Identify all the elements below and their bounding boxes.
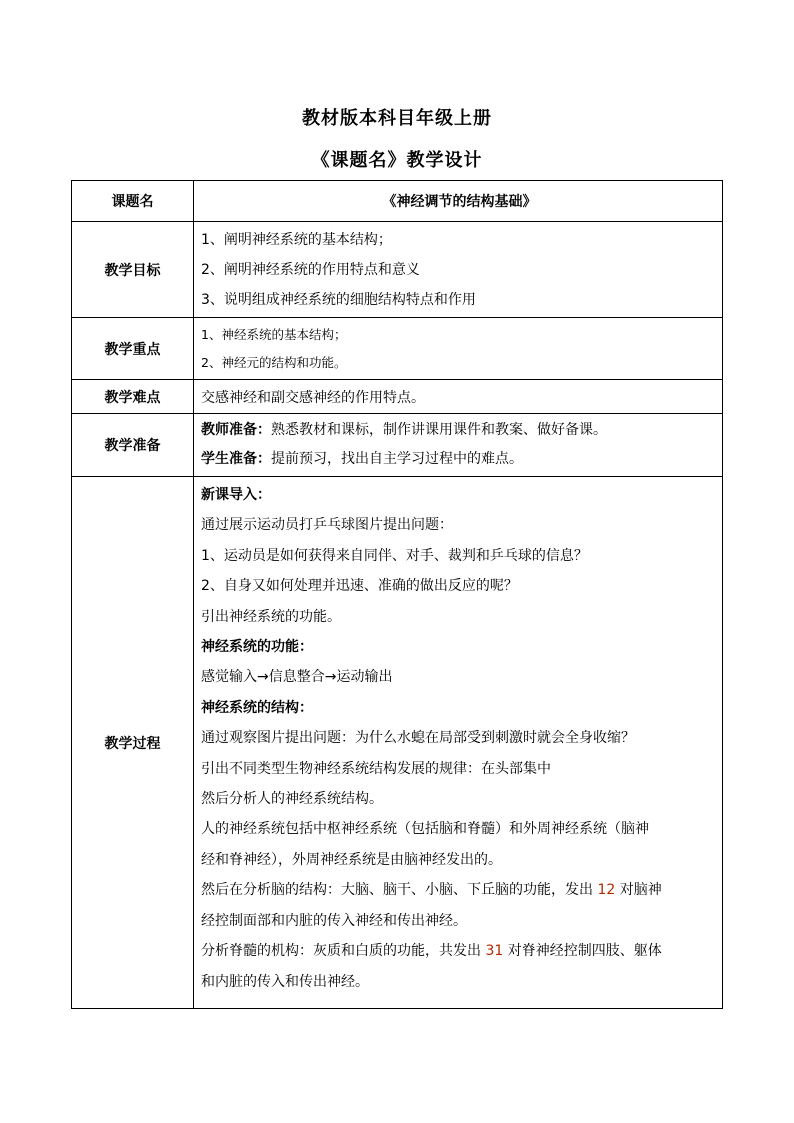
lesson-name-cell: [194, 181, 723, 222]
row-difficulty: [72, 380, 723, 414]
process-cell: [194, 477, 723, 1009]
process-paragraph: 引出神经系统的功能。: [201, 608, 341, 625]
process-paragraph: 2、自身又如何处理并迅速、准确的做出反应的呢？: [201, 578, 518, 595]
label-goals: 教学目标: [72, 222, 194, 318]
brain-text: 对脑神: [619, 882, 662, 899]
process-paragraph: 经和脊神经），外周神经系统是由脑神经发出的。: [201, 851, 502, 868]
process-paragraph: 1、运动员是如何获得来自同伴、对手、裁判和乒乓球的信息？: [201, 547, 588, 564]
goal-item: 1、阐明神经系统的基本结构；: [201, 231, 392, 248]
teacher-preparation: [201, 416, 718, 445]
document-subtitle: 《课题名》教学设计: [311, 150, 483, 171]
student-prep-text: 提前预习，找出自主学习过程中的难点。: [271, 451, 523, 467]
brain-structure-line: [201, 875, 718, 905]
key-points-cell: [194, 318, 723, 380]
label-lesson-name: 课题名: [72, 181, 194, 222]
brain-text: 然后在分析脑的结构：大脑、脑干、小脑、下丘脑的功能，发出: [201, 882, 593, 899]
function-heading: 神经系统的功能：: [201, 639, 313, 656]
row-process: [72, 477, 723, 1009]
spinal-nerve-count: 31: [485, 943, 504, 960]
intro-heading: 新课导入：: [201, 487, 271, 503]
spine-structure-line: [201, 936, 718, 966]
goals-cell: [194, 222, 723, 318]
row-preparation: [72, 414, 723, 477]
key-point-item: 1、神经系统的基本结构；: [201, 326, 347, 342]
row-goals: [72, 222, 723, 318]
teacher-prep-text: 熟悉教材和课标，制作讲课用课件和教案、做好备课。: [271, 422, 607, 438]
goal-item: 2、阐明神经系统的作用特点和意义: [201, 261, 420, 278]
process-paragraph: 通过展示运动员打乒乓球图片提出问题：: [201, 517, 453, 534]
teacher-prep-label: 教师准备：: [201, 422, 271, 438]
spine-text: 对脊神经控制四肢、躯体: [507, 943, 662, 960]
lesson-plan-table: [71, 180, 723, 1009]
process-paragraph: 引出不同类型生物神经系统结构发展的规律：在头部集中: [201, 760, 551, 777]
document-title: 教材版本科目年级上册: [302, 108, 492, 129]
spine-structure-line: 和内脏的传入和传出神经。: [201, 973, 369, 990]
key-point-item: 2、神经元的结构和功能。: [201, 354, 347, 370]
label-process: 教学过程: [72, 477, 194, 1009]
label-key-points: 教学重点: [72, 318, 194, 380]
process-paragraph: 人的神经系统包括中枢神经系统（包括脑和脊髓）和外周神经系统（脑神: [201, 821, 649, 838]
structure-heading: 神经系统的结构：: [201, 699, 313, 716]
goal-item: 3、说明组成神经系统的细胞结构特点和作用: [201, 291, 476, 308]
cranial-nerve-count: 12: [597, 882, 616, 899]
process-paragraph: 通过观察图片提出问题：为什么水螅在局部受到刺激时就会全身收缩？: [201, 730, 635, 747]
difficulty-cell: [194, 380, 723, 414]
label-difficulty: 教学难点: [72, 380, 194, 414]
row-key-points: [72, 318, 723, 380]
process-paragraph: 然后分析人的神经系统结构。: [201, 791, 383, 808]
spine-text: 分析脊髓的机构：灰质和白质的功能，共发出: [201, 943, 481, 960]
student-preparation: [201, 445, 718, 474]
preparation-cell: [194, 414, 723, 477]
row-lesson-name: [72, 181, 723, 222]
brain-structure-line: 经控制面部和内脏的传入神经和传出神经。: [201, 912, 467, 929]
difficulty-value: 交感神经和副交感神经的作用特点。: [201, 389, 425, 406]
label-preparation: 教学准备: [72, 414, 194, 477]
function-flow: 感觉输入→信息整合→运动输出: [201, 669, 393, 686]
student-prep-label: 学生准备：: [201, 451, 271, 467]
lesson-name-value: 《神经调节的结构基础》: [382, 194, 537, 210]
